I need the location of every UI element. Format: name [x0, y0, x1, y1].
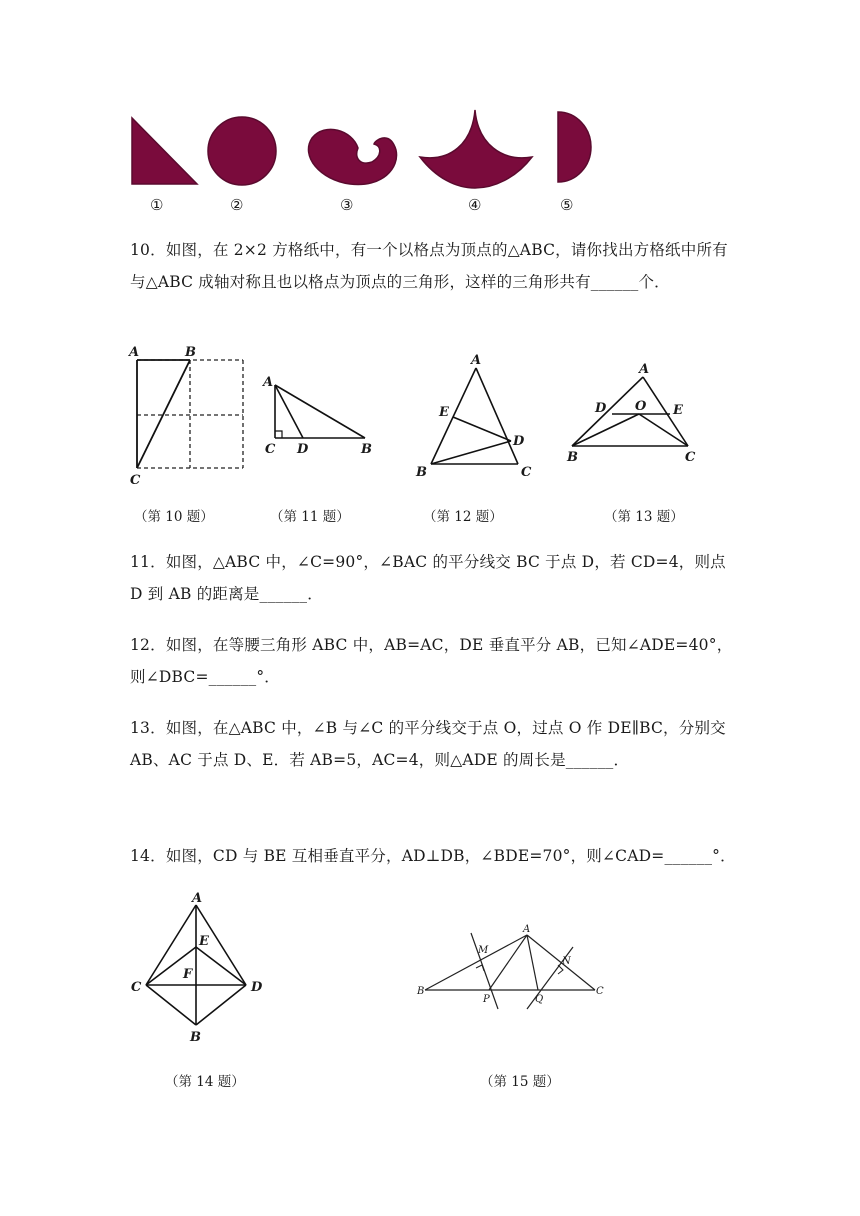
- caption-fig14: （第 14 题）: [165, 1074, 245, 1090]
- question-13: 13．如图，在△ABC 中，∠B 与∠C 的平分线交于点 O，过点 O 作 DE∥BC，分别交 AB、AC 于点 D、E．若 AB=5，AC=4，则△ADE 的周长是______．: [130, 719, 726, 769]
- question-10: 10．如图，在 2×2 方格纸中，有一个以格点为顶点的△ABC，请你找出方格纸中所有与△ABC 成轴对称且也以格点为顶点的三角形，这样的三角形共有______个．: [130, 241, 728, 291]
- fig15-label-m: M: [478, 945, 489, 956]
- shape-label-2: ②: [230, 196, 244, 214]
- figure-13: [566, 362, 696, 465]
- fig12-label-c: C: [521, 465, 532, 480]
- figures-row-1: [125, 340, 725, 490]
- fig11-label-d: D: [297, 442, 309, 457]
- fig14-label-f: F: [183, 967, 193, 982]
- fig11-label-c: C: [265, 442, 276, 457]
- shape-half-disc: [558, 112, 591, 182]
- fig13-label-a: A: [639, 362, 650, 377]
- fig13-label-o: O: [635, 399, 647, 414]
- fig10-label-a: A: [129, 345, 140, 360]
- question-14: 14．如图，CD 与 BE 互相垂直平分，AD⊥DB，∠BDE=70°，则∠CAD=______°．: [130, 847, 736, 865]
- shape-label-5: ⑤: [560, 196, 574, 214]
- fig13-label-b: B: [567, 450, 578, 465]
- fig15-label-b: B: [417, 986, 425, 997]
- fig12-label-b: B: [416, 465, 427, 480]
- fig14-label-b: B: [190, 1030, 201, 1045]
- fig11-label-b: B: [361, 442, 372, 457]
- fig10-label-c: C: [130, 473, 141, 488]
- caption-fig12: （第 12 题）: [423, 509, 503, 525]
- caption-fig15: （第 15 题）: [480, 1074, 560, 1090]
- fig13-label-c: C: [685, 450, 696, 465]
- shape-label-1: ①: [150, 196, 164, 214]
- fig11-label-a: A: [263, 375, 274, 390]
- figure-10: [127, 345, 243, 488]
- fig15-label-q: Q: [535, 994, 544, 1005]
- caption-fig11: （第 11 题）: [270, 509, 350, 525]
- figure-11: [261, 375, 372, 457]
- figures-row-2: [125, 885, 625, 1050]
- fig13-label-d: D: [595, 401, 607, 416]
- fig14-label-e: E: [199, 934, 209, 949]
- fig15-label-a: A: [523, 924, 531, 935]
- fig13-label-e: E: [673, 403, 683, 418]
- fig15-label-p: P: [483, 994, 490, 1005]
- shape-label-3: ③: [340, 196, 354, 214]
- caption-fig10: （第 10 题）: [134, 509, 214, 525]
- shape-circle: [208, 117, 276, 185]
- shape-right-triangle: [132, 118, 197, 184]
- fig12-label-d: D: [513, 434, 525, 449]
- figure-14: [131, 891, 263, 1045]
- shapes-row: [120, 100, 610, 195]
- shape-label-4: ④: [468, 196, 482, 214]
- fig12-label-e: E: [439, 405, 449, 420]
- figure-15: [416, 924, 604, 1009]
- caption-fig13: （第 13 题）: [604, 509, 684, 525]
- question-12: 12．如图，在等腰三角形 ABC 中，AB=AC，DE 垂直平分 AB，已知∠ADE=40°，则∠DBC=______°．: [130, 636, 733, 686]
- fig15-label-c: C: [596, 986, 604, 997]
- fig12-label-a: A: [471, 353, 482, 368]
- fig14-label-a: A: [192, 891, 203, 906]
- fig15-label-n: N: [562, 956, 571, 967]
- figure-12: [415, 353, 532, 480]
- fig14-label-d: D: [251, 980, 263, 995]
- question-11: 11．如图，△ABC 中，∠C=90°，∠BAC 的平分线交 BC 于点 D，若 CD=4，则点 D 到 AB 的距离是______．: [130, 553, 726, 603]
- fig10-label-b: B: [185, 345, 196, 360]
- fig14-label-c: C: [131, 980, 142, 995]
- shape-crescent: [308, 129, 396, 184]
- shape-curved-bowl: [420, 110, 532, 188]
